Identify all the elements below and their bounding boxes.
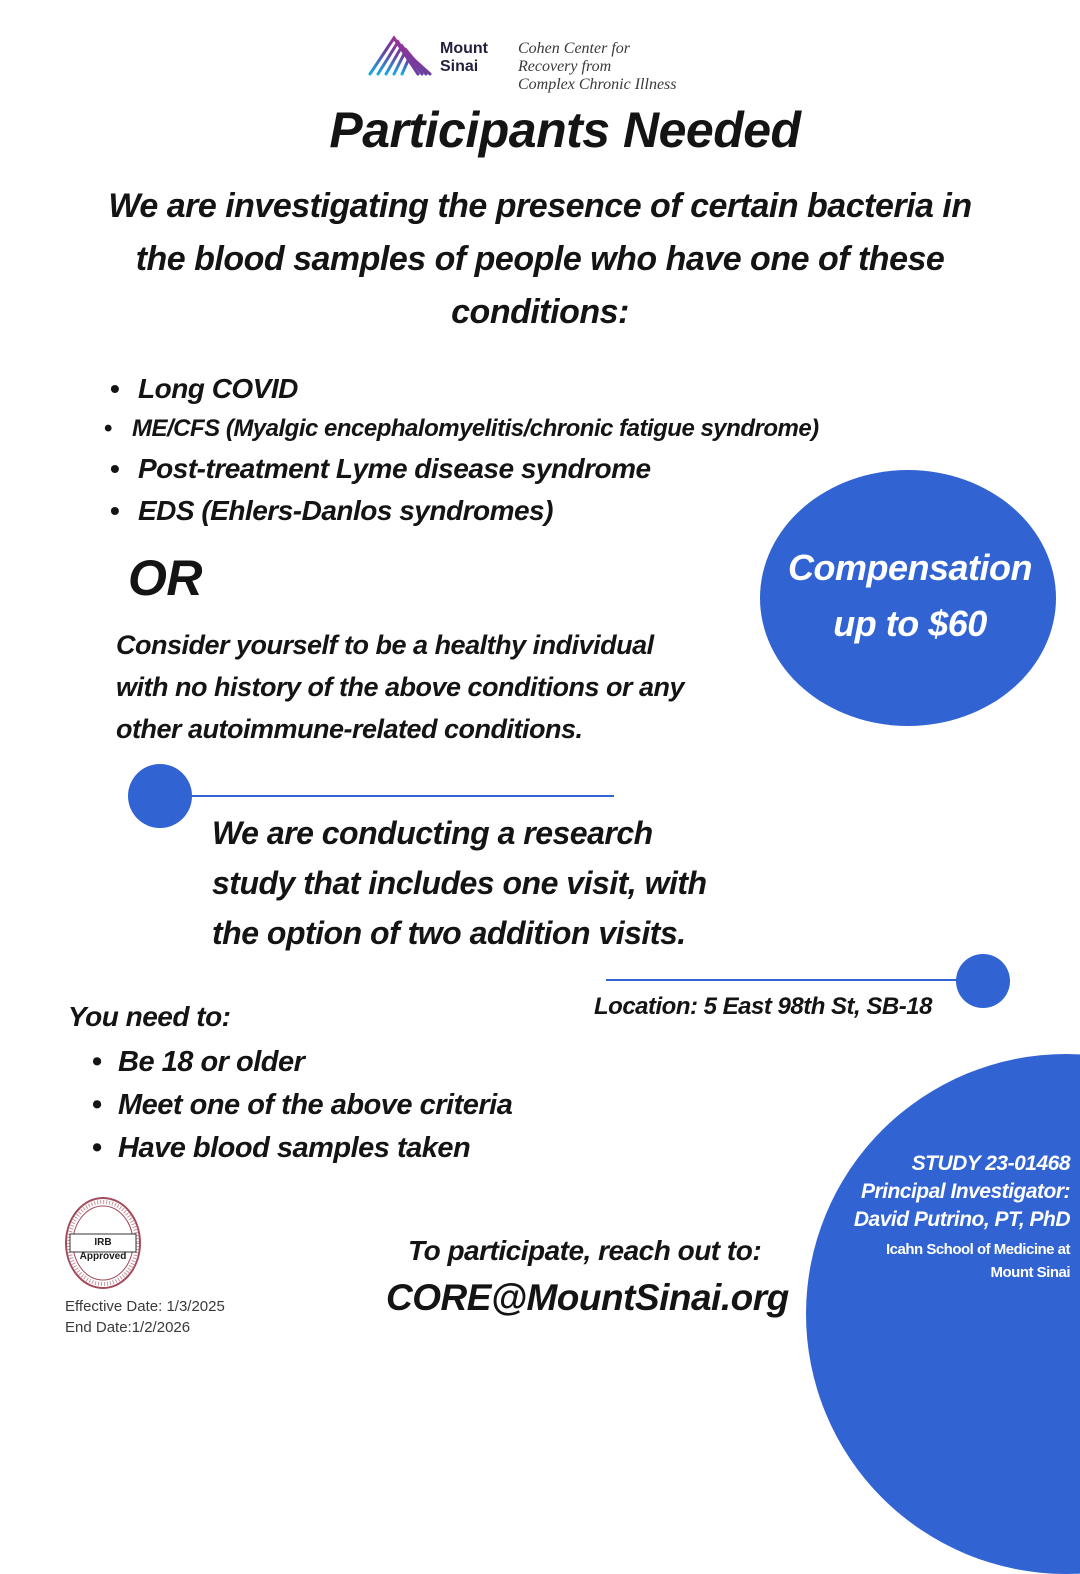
- condition-item: • EDS (Ehlers-Danlos syndromes): [138, 492, 553, 530]
- condition-item: • Post-treatment Lyme disease syndrome: [138, 450, 651, 488]
- irb-approved-seal: [64, 1196, 142, 1290]
- study-location: Location: 5 East 98th St, SB-18: [594, 993, 932, 1020]
- decorative-rule: [190, 795, 614, 797]
- page-title: Participants Needed: [329, 102, 801, 158]
- requirement-item: • Have blood samples taken: [118, 1128, 470, 1168]
- investigator-role: Principal Investigator:: [860, 1180, 1070, 1203]
- mount-sinai-wordmark: Mount Sinai: [440, 40, 488, 75]
- study-description: We are conducting a research study that includes one visit, with the option of two addition visits.: [212, 815, 707, 951]
- mount-sinai-logo: [368, 32, 728, 98]
- mount-sinai-mountain-icon: [368, 32, 434, 78]
- irb-badge-label: IRB Approved: [79, 1237, 127, 1262]
- healthy-criteria-text: Consider yourself to be a healthy individual with no history of the above conditions or any other autoimmune-related conditions.: [116, 630, 685, 744]
- intro-text: We are investigating the presence of certain bacteria in the blood samples of people who have one of these conditions:: [108, 187, 972, 331]
- compensation-text: Compensation up to $60: [787, 547, 1032, 644]
- contact-email-link[interactable]: CORE@MountSinai.org: [386, 1277, 789, 1318]
- decorative-dot: [128, 764, 192, 828]
- investigator-circle: [806, 1054, 1080, 1574]
- institution-line: Mount Sinai: [990, 1264, 1070, 1281]
- or-separator: OR: [128, 550, 202, 606]
- requirements-heading: You need to:: [68, 1001, 231, 1032]
- cohen-center-name: Cohen Center for Recovery from Complex Chronic Illness: [518, 40, 677, 93]
- institution-line: Icahn School of Medicine at: [885, 1241, 1070, 1258]
- decorative-rule: [606, 979, 962, 981]
- investigator-info: [854, 1150, 1070, 1284]
- condition-item: • Long COVID: [138, 370, 298, 408]
- contact-prompt: To participate, reach out to:: [408, 1235, 762, 1266]
- approval-dates: Effective Date: 1/3/2025 End Date:1/2/2026: [65, 1298, 225, 1336]
- condition-item: • ME/CFS (Myalgic encephalomyelitis/chronic fatigue syndrome): [132, 412, 819, 446]
- study-number: STUDY 23-01468: [911, 1152, 1070, 1175]
- investigator-name: David Putrino, PT, PhD: [853, 1208, 1070, 1231]
- requirement-item: • Be 18 or older: [118, 1042, 304, 1082]
- requirement-item: • Meet one of the above criteria: [118, 1085, 512, 1125]
- decorative-dot: [956, 954, 1010, 1008]
